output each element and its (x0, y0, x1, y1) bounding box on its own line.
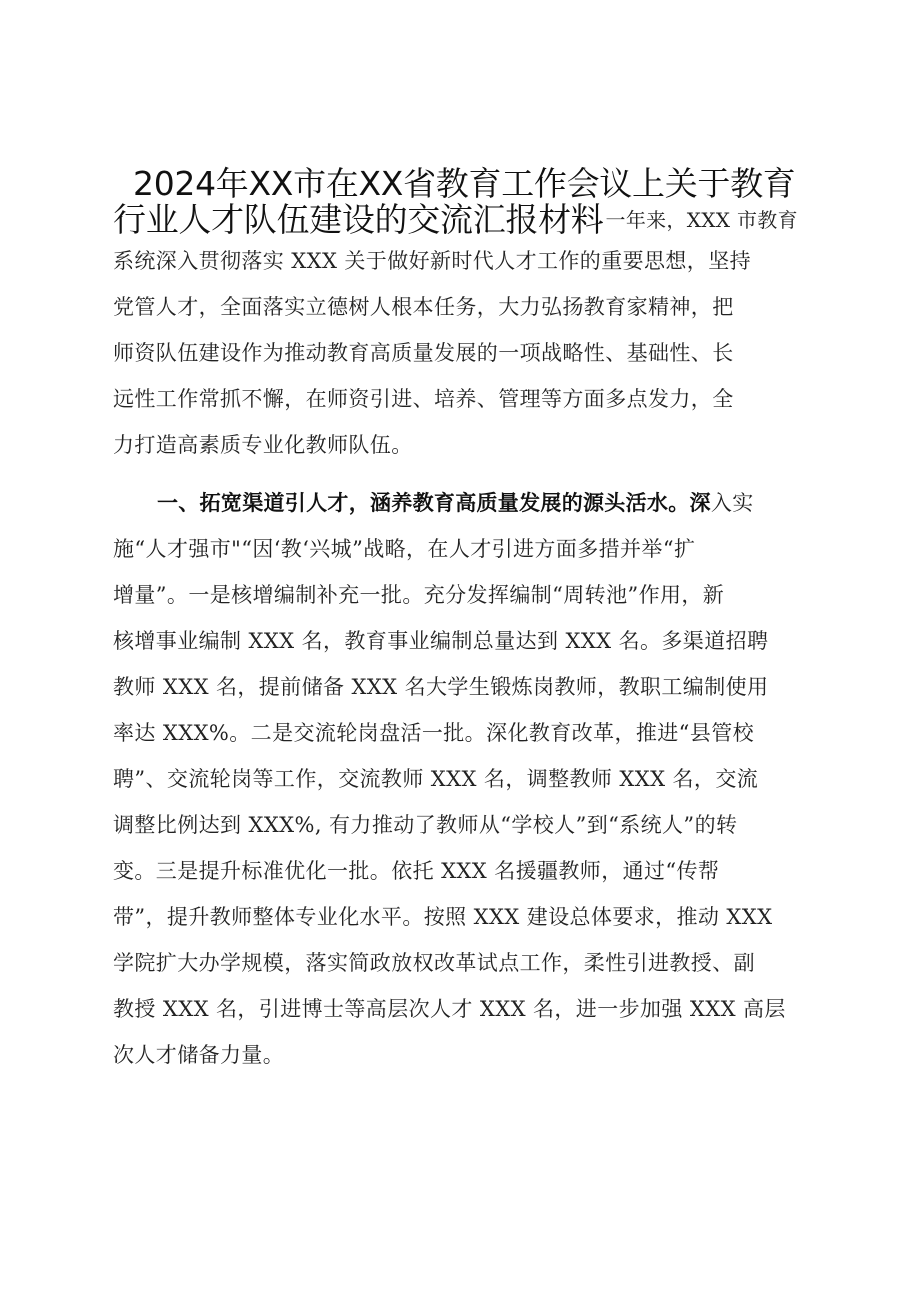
paragraph-gap (113, 468, 810, 480)
section-1-line-9: 带”，提升教师整体专业化水平。按照 XXX 建设总体要求，推动 XXX (113, 905, 773, 929)
intro-line-5: 力打造高素质专业化教师队伍。 (113, 433, 413, 457)
section-1-line-10: 学院扩大办学规模，落实简政放权改革试点工作，柔性引进教授、副 (113, 951, 755, 975)
section-1-line-3: 核增事业编制 XXX 名，教育事业编制总量达到 XXX 名。多渠道招聘 (113, 629, 769, 653)
section-1-line-5: 率达 XXX%。二是交流轮岗盘活一批。深化教育改革，推进“县管校 (113, 721, 755, 745)
section-1-line-4: 教师 XXX 名，提前储备 XXX 名大学生锻炼岗教师，教职工编制使用 (113, 675, 769, 699)
intro-paragraph (113, 238, 810, 468)
section-1-line-7: 调整比例达到 XXX%, 有力推动了教师从“学校人”到“系统人”的转 (113, 813, 738, 837)
intro-line-2: 党管人才，全面落实立德树人根本任务，大力弘扬教育家精神，把 (113, 295, 734, 319)
section-1-line-11: 教授 XXX 名，引进博士等高层次人才 XXX 名，进一步加强 XXX 高层 (113, 997, 786, 1021)
section-1-line-6: 聘”、交流轮岗等工作，交流教师 XXX 名，调整教师 XXX 名，交流 (113, 767, 759, 791)
intro-inline-text: 一年来，XXX 市教育 (605, 208, 798, 232)
document-title-line-1: 2024年XX市在XX省教育工作会议上关于教育 (133, 164, 796, 203)
title-and-intro-line (113, 202, 810, 238)
section-1-line-8: 变。三是提升标准优化一批。依托 XXX 名援疆教师，通过“传帮 (113, 859, 720, 883)
section-1-heading: 一、拓宽渠道引人才，涵养教育高质量发展的源头活水。深 (157, 491, 711, 515)
intro-line-4: 远性工作常抓不懈，在师资引进、培养、管理等方面多点发力，全 (113, 387, 734, 411)
section-1-line-2: 增量”。一是核增编制补充一批。充分发挥编制“周转池”作用，新 (113, 583, 725, 607)
section-1-line-12: 次人才储备力量。 (113, 1043, 285, 1067)
section-1-paragraph (113, 480, 810, 1078)
document-title-line-2: 行业人才队伍建设的交流汇报材料 (113, 200, 604, 239)
intro-line-1: 系统深入贯彻落实 XXX 关于做好新时代人才工作的重要思想，坚持 (113, 249, 751, 273)
section-1-heading-tail: 入实 (710, 491, 754, 515)
section-1-line-1: 施“人才强市"“因‘教‘兴城”战略，在人才引进方面多措并举“扩 (113, 537, 696, 561)
document-body (113, 166, 810, 1078)
section-1-heading-line (113, 480, 810, 526)
intro-line-3: 师资队伍建设作为推动教育高质量发展的一项战略性、基础性、长 (113, 341, 734, 365)
